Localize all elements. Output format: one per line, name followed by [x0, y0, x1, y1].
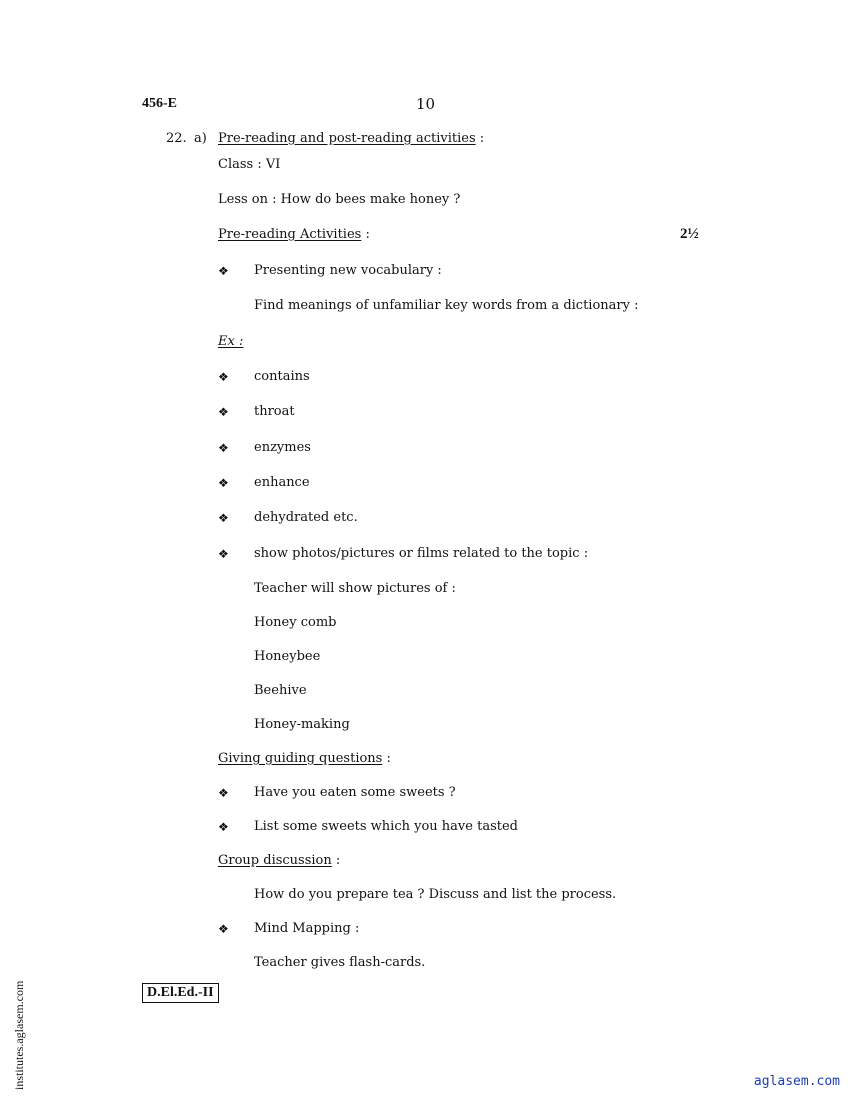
question-heading-suffix: :	[475, 131, 485, 146]
pre-reading-heading-suffix: :	[361, 227, 370, 242]
bullet-icon: ❖	[218, 370, 229, 384]
page-number: 10	[416, 95, 436, 113]
guiding-question: Have you eaten some sweets ?	[254, 785, 456, 800]
picture-item: Honey-making	[254, 717, 350, 732]
picture-item: Honeybee	[254, 649, 321, 664]
class-line: Class : VI	[218, 157, 281, 172]
picture-item: Honey comb	[254, 615, 337, 630]
photos-bullet: show photos/pictures or films related to the topic :	[254, 546, 589, 561]
paper-code: 456-E	[142, 96, 177, 111]
pre-reading-heading	[218, 227, 370, 243]
guiding-heading	[218, 751, 391, 767]
vocab-bullet: Presenting new vocabulary :	[254, 263, 442, 278]
word-item: throat	[254, 404, 295, 419]
group-heading	[218, 853, 340, 869]
pre-reading-heading-text: Pre-reading Activities	[218, 227, 362, 242]
guiding-heading-text: Giving guiding questions	[218, 751, 383, 766]
example-label: Ex :	[218, 334, 244, 349]
flash-cards: Teacher gives flash-cards.	[254, 955, 426, 970]
bullet-icon: ❖	[218, 511, 229, 525]
bullet-icon: ❖	[218, 476, 229, 490]
bullet-icon: ❖	[218, 820, 229, 834]
group-heading-text: Group discussion	[218, 853, 332, 868]
question-heading	[218, 131, 484, 147]
bullet-icon: ❖	[218, 922, 229, 936]
word-item: dehydrated etc.	[254, 510, 358, 525]
question-number: 22.	[166, 131, 187, 146]
vocab-note: Find meanings of unfamiliar key words from a dictionary :	[254, 298, 639, 313]
word-item: enzymes	[254, 440, 311, 455]
picture-item: Beehive	[254, 683, 307, 698]
course-box: D.El.Ed.-II	[142, 983, 219, 1003]
bullet-icon: ❖	[218, 786, 229, 800]
word-item: contains	[254, 369, 310, 384]
marks: 2½	[680, 226, 699, 242]
teacher-line: Teacher will show pictures of :	[254, 581, 456, 596]
guiding-question: List some sweets which you have tasted	[254, 819, 518, 834]
group-prompt: How do you prepare tea ? Discuss and list the process.	[254, 887, 617, 902]
word-item: enhance	[254, 475, 310, 490]
site-link[interactable]: aglasem.com	[753, 1074, 840, 1089]
guiding-heading-suffix: :	[382, 751, 391, 766]
question-part: a)	[194, 131, 207, 146]
bullet-icon: ❖	[218, 264, 229, 278]
bullet-icon: ❖	[218, 441, 229, 455]
bullet-icon: ❖	[218, 547, 229, 561]
mind-mapping: Mind Mapping :	[254, 921, 360, 936]
lesson-line: Less on : How do bees make honey ?	[218, 192, 461, 207]
bullet-icon: ❖	[218, 405, 229, 419]
group-heading-suffix: :	[331, 853, 341, 868]
question-heading-text: Pre-reading and post-reading activities	[218, 131, 476, 146]
side-watermark: institutes.aglasem.com	[12, 980, 26, 1090]
